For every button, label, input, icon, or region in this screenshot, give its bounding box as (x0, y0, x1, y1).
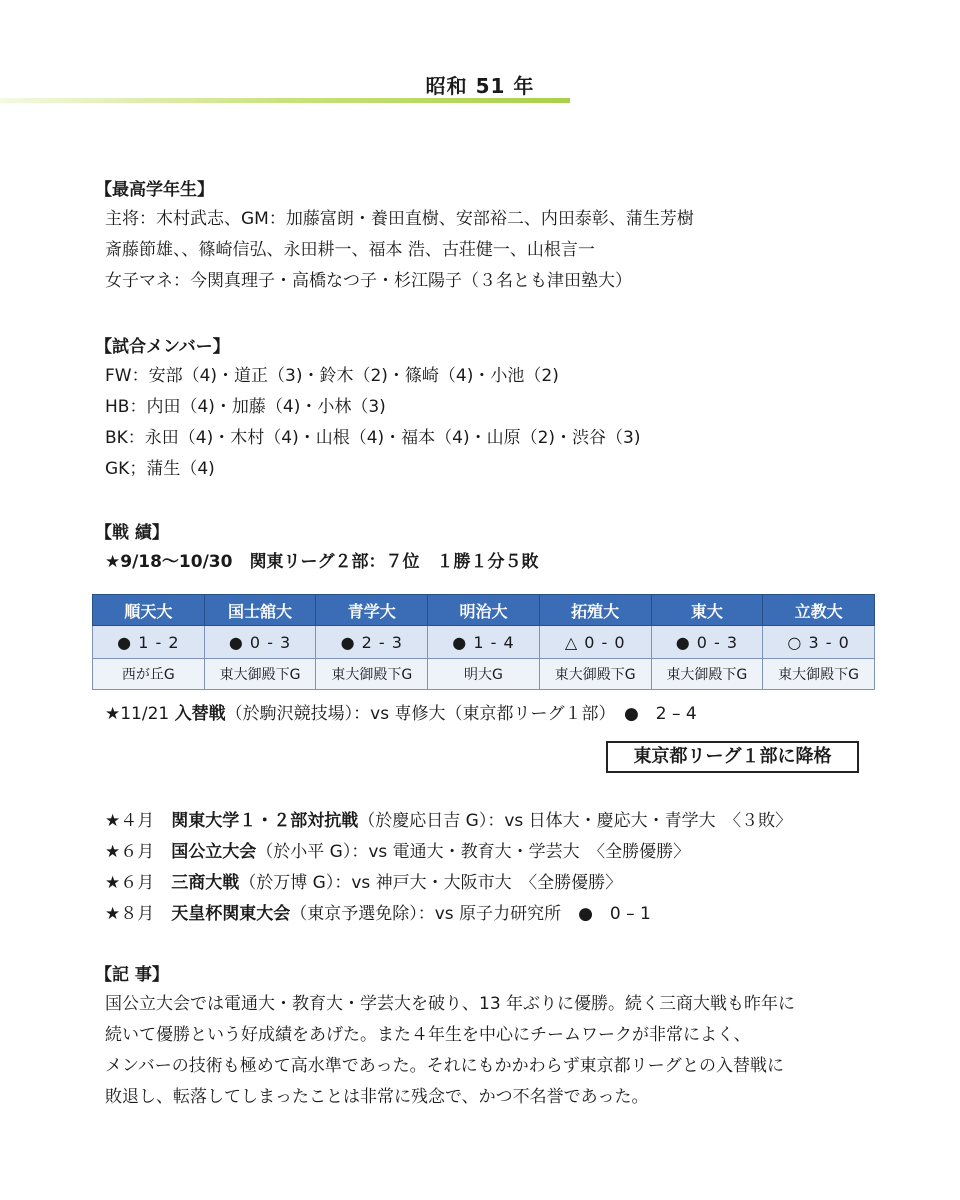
venue-cell: 西が丘G (93, 659, 205, 690)
venue-cell: 東大御殿下G (651, 659, 763, 690)
score-cell: ● 0 - 3 (204, 626, 316, 659)
playoff-detail: （於駒沢競技場）：vs 専修大（東京都リーグ１部） ● 2 – 4 (225, 704, 697, 724)
venue-cell: 東大御殿下G (316, 659, 428, 690)
score-cell: ● 0 - 3 (651, 626, 763, 659)
event-line (95, 899, 792, 930)
event-name: 国公立大会 (171, 842, 257, 862)
team-header-row (93, 595, 875, 626)
venue-cell: 東大御殿下G (204, 659, 316, 690)
playoff-section (95, 699, 697, 730)
record-heading: 【戦 績】 (95, 523, 169, 543)
league-summary: ★9/18〜10/30 関東リーグ２部：７位 １勝１分５敗 (105, 552, 539, 572)
score-cell: ○ 3 - 0 (763, 626, 875, 659)
team-cell: 拓殖大 (539, 595, 651, 626)
event-name: 三商大戦 (171, 873, 240, 893)
record-section (95, 519, 538, 578)
article-heading: 【記 事】 (95, 965, 169, 985)
article-line: 国公立大会では電通大・教育大・学芸大を破り、13 年ぶりに優勝。続く三商大戦も昨年に (105, 994, 796, 1014)
page-title: 昭和 51 年 (425, 74, 535, 98)
event-name: 天皇杯関東大会 (171, 904, 291, 924)
members-section (95, 333, 641, 485)
playoff-date: ★11/21 (105, 704, 175, 724)
article-line: 敗退し、転落してしまったことは非常に残念で、かつ不名誉であった。 (105, 1087, 649, 1107)
members-line: HB：内田（4)・加藤（4)・小林（3) (105, 397, 386, 417)
seniors-heading: 【最高学年生】 (95, 180, 214, 200)
event-line (95, 868, 792, 899)
seniors-line: 女子マネ：今関真理子・高橋なつ子・杉江陽子（３名とも津田塾大） (105, 271, 632, 291)
team-cell: 立教大 (763, 595, 875, 626)
venue-cell: 東大御殿下G (763, 659, 875, 690)
members-line: GK；蒲生（4) (105, 459, 215, 479)
team-cell: 東大 (651, 595, 763, 626)
venue-row (93, 659, 875, 690)
score-row (93, 626, 875, 659)
event-name: 関東大学１・２部対抗戦 (171, 811, 359, 831)
score-cell: ● 1 - 2 (93, 626, 205, 659)
league-results-table (92, 594, 875, 690)
seniors-line: 斎藤節雄、、篠崎信弘、永田耕一、福本 浩、古荘健一、山根言一 (105, 240, 595, 260)
event-month: ★８月 (105, 904, 172, 924)
article-body (95, 989, 795, 1113)
playoff-line (95, 699, 697, 730)
event-month: ★６月 (105, 873, 172, 893)
event-line (95, 806, 792, 837)
relegation-box: 東京都リーグ１部に降格 (606, 741, 859, 773)
event-month: ★６月 (105, 842, 172, 862)
event-month: ★４月 (105, 811, 172, 831)
article-section (95, 961, 795, 1113)
team-cell: 青学大 (316, 595, 428, 626)
members-line: BK：永田（4)・木村（4)・山根（4)・福本（4)・山原（2)・渋谷（3) (105, 428, 641, 448)
title-underline (0, 98, 570, 103)
seniors-line: 主将：木村武志、GM：加藤富朗・養田直樹、安部裕二、内田泰彰、蒲生芳樹 (105, 209, 694, 229)
score-cell: ● 2 - 3 (316, 626, 428, 659)
members-heading: 【試合メンバー】 (95, 337, 230, 357)
team-cell: 順天大 (93, 595, 205, 626)
score-cell: ● 1 - 4 (428, 626, 540, 659)
events-section (95, 806, 792, 930)
event-detail: （於万博 G）：vs 神戸大・大阪市大 〈全勝優勝〉 (239, 873, 623, 893)
event-detail: （於慶応日吉 G）：vs 日体大・慶応大・青学大 〈３敗〉 (358, 811, 793, 831)
event-line (95, 837, 792, 868)
team-cell: 明治大 (428, 595, 540, 626)
score-cell: △ 0 - 0 (539, 626, 651, 659)
venue-cell: 明大G (428, 659, 540, 690)
team-cell: 国士舘大 (204, 595, 316, 626)
venue-cell: 東大御殿下G (539, 659, 651, 690)
seniors-section (95, 176, 694, 297)
article-line: 続いて優勝という好成績をあげた。また４年生を中心にチームワークが非常によく、 (105, 1025, 751, 1045)
members-line: FW：安部（4)・道正（3)・鈴木（2)・篠崎（4)・小池（2) (105, 366, 559, 386)
article-line: メンバーの技術も極めて高水準であった。それにもかかわらず東京都リーグとの入替戦に (105, 1056, 784, 1076)
event-detail: （東京予選免除）：vs 原子力研究所 ● 0 – 1 (290, 904, 651, 924)
event-detail: （於小平 G）：vs 電通大・教育大・学芸大 〈全勝優勝〉 (256, 842, 691, 862)
playoff-title: 入替戦 (174, 704, 226, 724)
